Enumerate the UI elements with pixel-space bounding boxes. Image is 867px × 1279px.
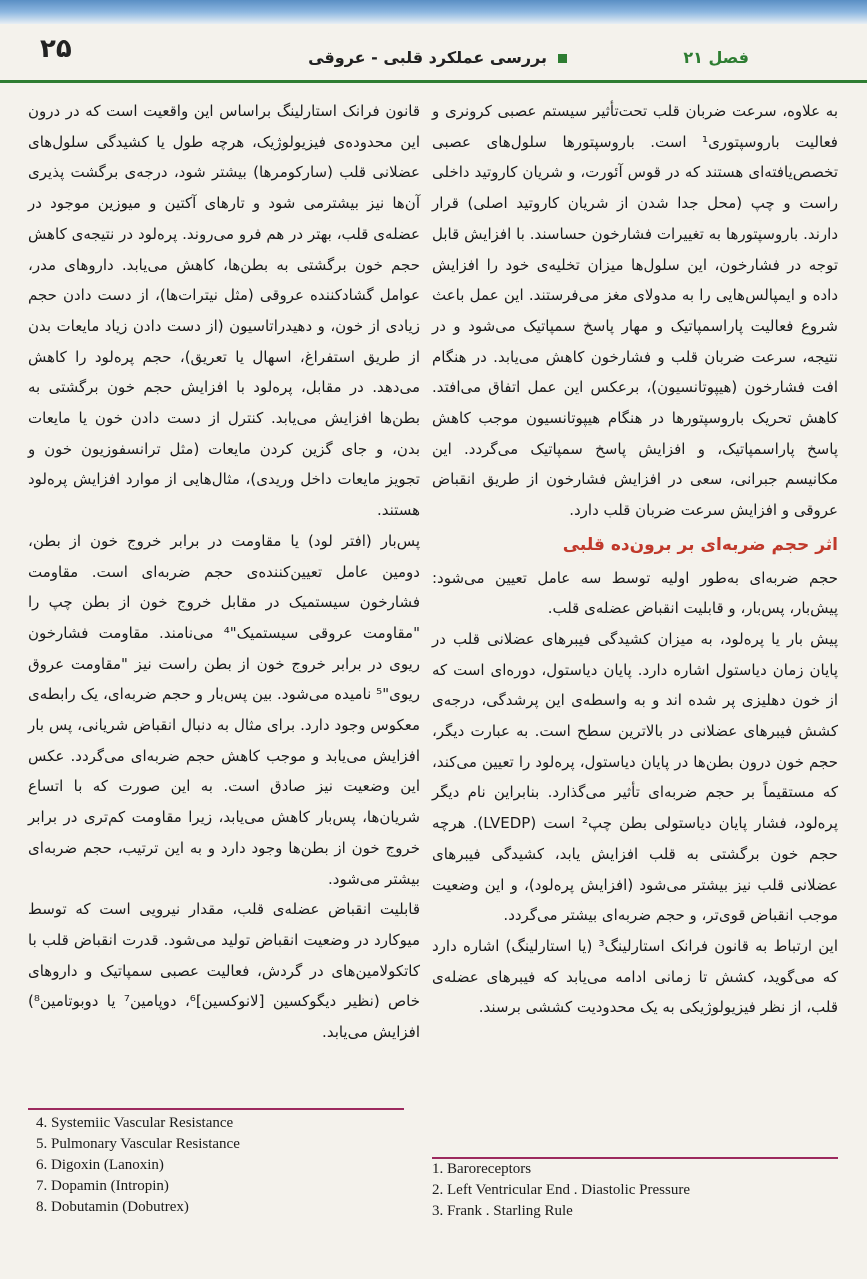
top-color-band xyxy=(0,0,867,24)
section-title: اثر حجم ضربه‌ای بر برون‌ده قلبی xyxy=(562,534,838,555)
footnote: 2. Left Ventricular End . Diastolic Pressure xyxy=(432,1182,690,1198)
paragraph: پس‌بار (افتر لود) یا مقاومت در برابر خروج خون از بطن، دومین عامل تعیین‌کننده‌ی حجم ضربه‌ای است. مقاومت فشارخون سیستمیک در مقابل خروج خون از بطن چپ را "مقاومت عروقی سیستمیک"⁴ می‌نامند. مقاومت فشارخون ریوی در برابر خروج خون از بطن راست نیز "مقاومت عروق ریوی"⁵ نامیده می‌شود. بین پس‌بار و حجم ضربه‌ای، یک رابطه‌ی معکوس وجود دارد. برای مثال به دنبال انقباض شریانی، پس بار افزایش می‌یابد و موجب کاهش حجم ضربه‌ای می‌گردد. عکس این وضعیت نیز صادق است. به این صورت که با اتساع شریان‌ها، پس‌بار کاهش می‌یابد، زیرا مقاومت کم‌تری در برابر خروج خون از بطن‌ها وجود دارد و به این ترتیب، حجم ضربه‌ای بیشتر می‌شود. xyxy=(28,531,420,888)
header-rule xyxy=(0,80,867,83)
footnote: 1. Baroreceptors xyxy=(432,1161,532,1177)
left-column xyxy=(28,96,420,1048)
paragraph: پیش بار یا پرەلود، به میزان کشیدگی فیبرهای عضلانی قلب در پایان زمان دیاستول اشاره دارد. پایان دیاستول، دوره‌ای است که از خون دهلیزی پر شده اند و به واسطه‌ی این پرشدگی، درجه‌ی کشش فیبرهای عضلانی در بالاترین سطح است. به عبارت دیگر، حجم خون درون بطن‌ها در پایان دیاستول، پرەلود را تعیین می‌کند، که مستقیماً بر حجم ضربه‌ای تأثیر می‌گذارد. بنابراین نام دیگر پرەلود، فشار پایان دیاستولی بطن چپ² است (LVEDP). هرچه حجم خون برگشتی به قلب افزایش یابد، کشیدگی فیبرهای عضلانی قلب نیز بیشتر می‌شود (افزایش پرەلود)، و این وضعیت موجب انقباض قوی‌تر، و حجم ضربه‌ای بیشتر می‌گردد. xyxy=(432,629,838,925)
footnote: 3. Frank . Starling Rule xyxy=(432,1203,573,1219)
chapter-label: فصل ۲۱ xyxy=(683,48,749,67)
page-header xyxy=(0,30,867,80)
paragraph: حجم ضربه‌ای به‌طور اولیه توسط سه عامل تعیین می‌شود: پیش‌بار، پس‌بار، و قابلیت انقباض عضله‌ی قلب. xyxy=(432,568,838,618)
footnotes-right xyxy=(432,1159,832,1222)
footnotes-left xyxy=(36,1113,416,1218)
footnote: 5. Pulmonary Vascular Resistance xyxy=(36,1136,240,1152)
paragraph: قابلیت انقباض عضله‌ی قلب، مقدار نیرویی است که توسط میوکارد در وضعیت انقباض تولید می‌شود. قدرت انقباض قلب با کاتکولامین‌های در گردش، فعالیت عصبی سمپاتیک و داروهای خاص (نظیر دیگوکسین [لانوکسین]⁶، دوپامین⁷ یا دوبوتامین⁸) افزایش می‌یابد. xyxy=(28,900,421,1042)
chapter-square-icon xyxy=(558,54,567,63)
chapter-title: بررسی عملکرد قلبی - عروقی xyxy=(308,48,547,67)
page-number: ۲۵ xyxy=(40,34,72,64)
paragraph: به علاوه، سرعت ضربان قلب تحت‌تأثیر سیستم عصبی کرونری و فعالیت باروسپتوری¹ است. باروسپتورها سلول‌های عصبی تخصص‌یافته‌ای هستند که در قوس آئورت، و شریان کاروتید داخلی راست و چپ (محل جدا شدن از شریان کاروتید اصلی) قرار دارند. باروسپتورها به تغییرات فشارخون حساسند. با افزایش قابل توجه در فشارخون، این سلول‌ها میزان تخلیه‌ی خود را افزایش داده و ایمپالس‌هایی را به مدولای مغز می‌فرستند. این عمل باعث شروع فعالیت پاراسمپاتیک و مهار پاسخ سمپاتیک می‌شود و در نتیجه، سرعت ضربان قلب و فشارخون کاهش می‌یابد. در هنگام افت فشارخون (هیپوتانسیون)، برعکس این عمل اتفاق می‌افتد. کاهش تحریک باروسپتورها در هنگام هیپوتانسیون موجب کاهش پاسخ پاراسمپاتیک، و افزایش پاسخ سمپاتیک می‌گردد. این مکانیسم جبرانی، سعی در افزایش فشارخون از طریق انقباض عروقی و افزایش سرعت ضربان قلب دارد. xyxy=(432,102,838,520)
footnote: 7. Dopamin (Intropin) xyxy=(36,1178,169,1194)
footnote: 8. Dobutamin (Dobutrex) xyxy=(36,1199,189,1215)
paragraph: این ارتباط به قانون فرانک استارلینگ³ (یا استارلینگ) اشاره دارد که می‌گوید، کشش تا زمانی ادامه می‌یابد که فیبرهای عضله‌ی قلب، از نظر فیزیولوژیکی به یک محدودیت کششی برسند. xyxy=(432,936,838,1017)
footnote-rule xyxy=(28,1108,404,1110)
footnote: 4. Systemiic Vascular Resistance xyxy=(36,1115,234,1131)
footnote: 6. Digoxin (Lanoxin) xyxy=(36,1157,164,1173)
right-column xyxy=(432,96,838,1023)
paragraph: قانون فرانک استارلینگ براساس این واقعیت است که در درون این محدوده‌ی فیزیولوژیک، هرچه طول یا کشیدگی سلول‌های عضلانی قلب (سارکومرها) بیشتر شود، درجه‌ی برگشت پذیری آن‌ها نیز بیشترمی شود و تارهای آکتین و میوزین موجود در عضله‌ی قلب، بهتر در هم فرو می‌روند. پرەلود در نتیجه‌ی کاهش حجم خون برگشتی به بطن‌ها، کاهش می‌یابد. داروهای مدر، عوامل گشادکننده عروقی (مثل نیترات‌ها)، از دست دادن حجم زیادی از خون، و دهیدراتاسیون (از دست دادن زیاد مایعات بدن از طریق استفراغ، اسهال یا تعریق)، حجم پرەلود را کاهش می‌دهد. در مقابل، پرەلود با افزایش حجم خون برگشتی به بطن‌ها افزایش می‌یابد. کنترل از دست دادن خون یا مایعات بدن، و جای گزین کردن مایعات (مثل ترانسفوزیون خون و تجویز مایعات داخل وریدی)، مثال‌هایی از موارد افزایش پرەلود هستند. xyxy=(28,102,420,520)
